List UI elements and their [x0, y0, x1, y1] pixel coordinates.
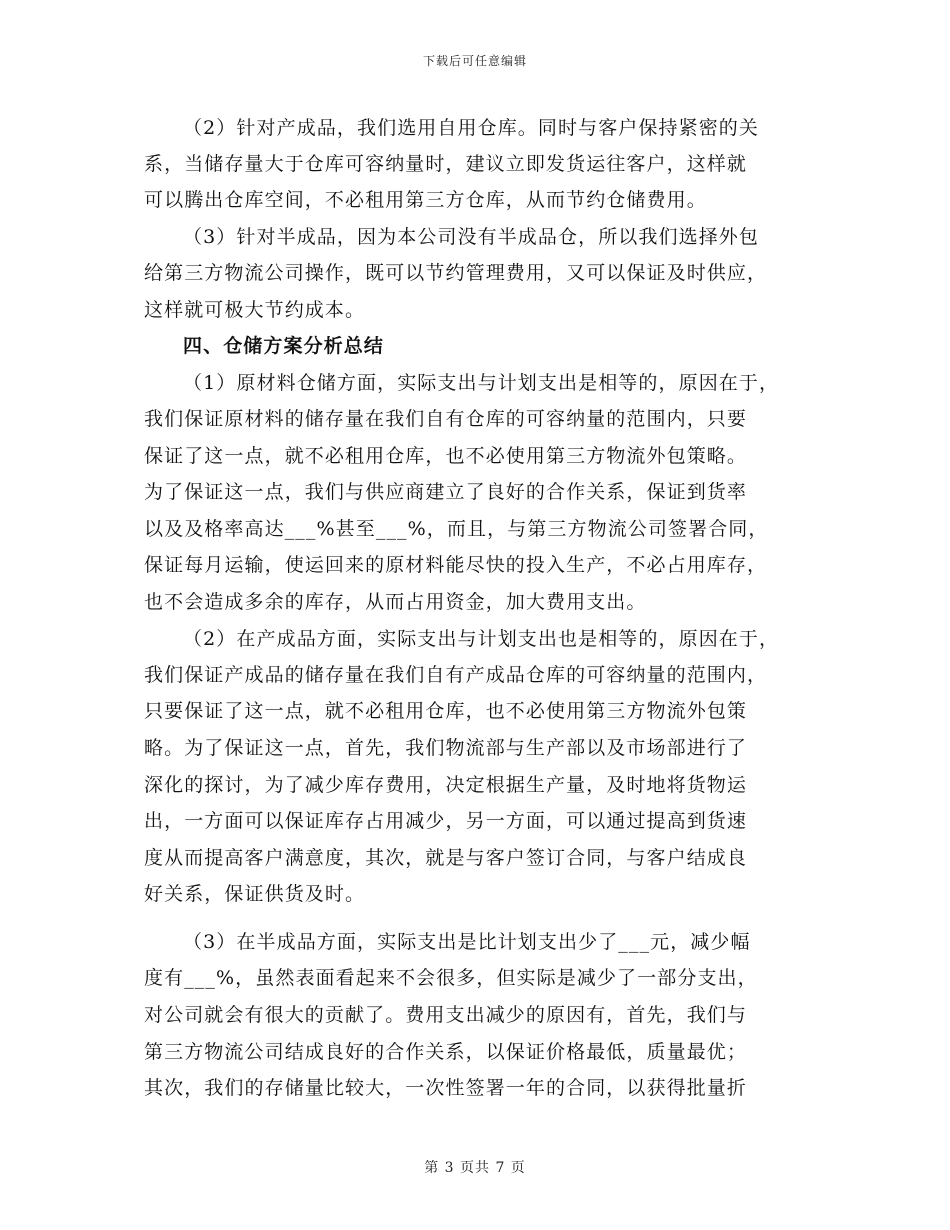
- paragraph-line: 给第三方物流公司操作，既可以节约管理费用，又可以保证及时供应，: [144, 262, 768, 284]
- paragraph-line: （3）针对半成品，因为本公司没有半成品仓，所以我们选择外包: [183, 226, 759, 248]
- paragraph-line: （2）在产成品方面，实际支出与计划支出也是相等的，原因在于，: [183, 628, 780, 650]
- paragraph-line: 这样就可极大节约成本。: [144, 299, 366, 321]
- section-heading: 四、仓储方案分析总结: [183, 335, 385, 357]
- paragraph-line: 保证了这一点，就不必租用仓库，也不必使用第三方物流外包策略。: [144, 445, 748, 467]
- paragraph-line: 略。为了保证这一点，首先，我们物流部与生产部以及市场部进行了: [144, 737, 748, 759]
- paragraph-line: 其次，我们的存储量比较大，一次性签署一年的合同，以获得批量折: [144, 1077, 748, 1099]
- paragraph-line: （3）在半成品方面，实际支出是比计划支出少了___元，减少幅: [183, 931, 751, 953]
- paragraph-line: 好关系，保证供货及时。: [144, 883, 366, 905]
- paragraph-line: 可以腾出仓库空间，不必租用第三方仓库，从而节约仓储费用。: [144, 189, 707, 211]
- paragraph-line: 出，一方面可以保证库存占用减少，另一方面，可以通过提高到货速: [144, 810, 748, 832]
- paragraph-line: 度从而提高客户满意度，其次，就是与客户签订合同，与客户结成良: [144, 847, 748, 869]
- paragraph-line: 度有___%，虽然表面看起来不会很多，但实际是减少了一部分支出，: [144, 967, 758, 989]
- paragraph-line: 对公司就会有很大的贡献了。费用支出减少的原因有，首先，我们与: [144, 1004, 748, 1026]
- paragraph-line: （2）针对产成品，我们选用自用仓库。同时与客户保持紧密的关: [183, 117, 759, 139]
- paragraph-line: 第三方物流公司结成良好的合作关系，以保证价格最低，质量最优；: [144, 1041, 748, 1063]
- page-header: 下载后可任意编辑: [422, 54, 527, 68]
- paragraph-line: 深化的探讨，为了减少库存费用，决定根据生产量，及时地将货物运: [144, 774, 748, 796]
- paragraph-line: 也不会造成多余的库存，从而占用资金，加大费用支出。: [144, 591, 647, 613]
- paragraph-line: 我们保证原材料的储存量在我们自有仓库的可容纳量的范围内，只要: [144, 408, 748, 430]
- paragraph-line: 为了保证这一点，我们与供应商建立了良好的合作关系，保证到货率: [144, 481, 748, 503]
- paragraph-line: 系，当储存量大于仓库可容纳量时，建议立即发货运往客户，这样就: [144, 153, 748, 175]
- paragraph-line: （1）原材料仓储方面，实际支出与计划支出是相等的，原因在于，: [183, 372, 780, 394]
- paragraph-line: 以及及格率高达___%甚至___%，而且，与第三方物流公司签署合同，: [144, 518, 769, 540]
- paragraph-line: 我们保证产成品的储存量在我们自有产成品仓库的可容纳量的范围内，: [144, 664, 768, 686]
- page-number: 第 3 页共 7 页: [424, 1160, 526, 1176]
- paragraph-line: 保证每月运输，使运回来的原材料能尽快的投入生产，不必占用库存，: [144, 554, 768, 576]
- paragraph-line: 只要保证了这一点，就不必租用仓库，也不必使用第三方物流外包策: [144, 700, 748, 722]
